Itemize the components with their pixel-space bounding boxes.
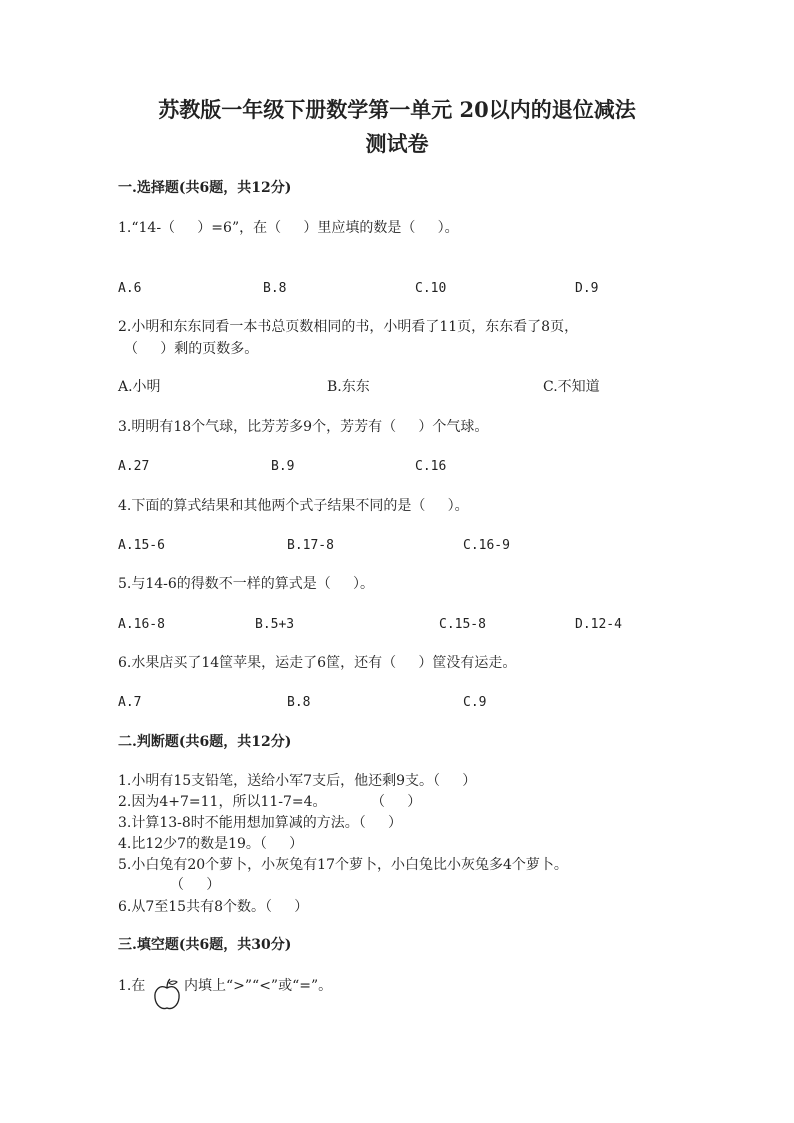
q5-option-a: A.16-8 bbox=[118, 617, 165, 632]
section2-heading: 二.判断题(共6题，共12分) bbox=[118, 734, 292, 750]
q2-stem-line2: （ ）剩的页数多。 bbox=[124, 341, 259, 357]
q5-stem: 5.与14-6的得数不一样的算式是（ ）。 bbox=[118, 576, 375, 592]
judge-item-3: 3.计算13-8时不能用想加算减的方法。（ ） bbox=[118, 815, 403, 831]
q5-option-d: D.12-4 bbox=[575, 617, 622, 632]
q5-option-b: B.5+3 bbox=[255, 617, 295, 632]
q1-stem: 1.“14-（ ）=6”，在（ ）里应填的数是（ ）。 bbox=[118, 220, 459, 236]
fill-q1-suffix: 内填上“>”“<”或“=”。 bbox=[184, 978, 333, 994]
q4-option-c: C.16-9 bbox=[463, 538, 510, 553]
apple-icon bbox=[152, 978, 182, 1012]
judge-item-5: 5.小白兔有20个萝卜，小灰兔有17个萝卜，小白兔比小灰兔多4个萝卜。 bbox=[118, 857, 568, 873]
q1-option-d: D.9 bbox=[575, 281, 599, 296]
q2-option-a: A.小明 bbox=[118, 379, 161, 395]
q4-option-b: B.17-8 bbox=[287, 538, 334, 553]
q4-option-a: A.15-6 bbox=[118, 538, 165, 553]
section1-heading: 一.选择题(共6题，共12分) bbox=[118, 180, 292, 196]
judge-item-2: 2.因为4+7=11，所以11-7=4。 （ ） bbox=[118, 794, 422, 810]
judge-item-6: 6.从7至15共有8个数。（ ） bbox=[118, 899, 309, 915]
q1-option-c: C.10 bbox=[415, 281, 447, 296]
q2-option-b: B.东东 bbox=[327, 379, 370, 395]
q6-option-c: C.9 bbox=[463, 695, 487, 710]
judge-item-4: 4.比12少7的数是19。（ ） bbox=[118, 836, 304, 852]
judge-item-1: 1.小明有15支铅笔，送给小军7支后，他还剩9支。（ ） bbox=[118, 773, 477, 789]
page-title-line1: 苏教版一年级下册数学第一单元 20以内的退位减法 bbox=[158, 97, 636, 122]
q3-option-c: C.16 bbox=[415, 459, 447, 474]
q5-option-c: C.15-8 bbox=[439, 617, 486, 632]
q6-option-b: B.8 bbox=[287, 695, 311, 710]
q1-option-b: B.8 bbox=[263, 281, 287, 296]
q3-stem: 3.明明有18个气球，比芳芳多9个，芳芳有（ ）个气球。 bbox=[118, 419, 489, 435]
fill-q1-prefix: 1.在 bbox=[118, 978, 146, 994]
q2-stem-line1: 2.小明和东东同看一本书总页数相同的书，小明看了11页，东东看了8页， bbox=[118, 319, 579, 335]
q4-stem: 4.下面的算式结果和其他两个式子结果不同的是（ ）。 bbox=[118, 498, 469, 514]
q6-stem: 6.水果店买了14筐苹果，运走了6筐，还有（ ）筐没有运走。 bbox=[118, 655, 517, 671]
judge-item-5-bracket: （ ） bbox=[170, 877, 221, 893]
section3-heading: 三.填空题(共6题，共30分) bbox=[118, 937, 292, 953]
q2-option-c: C.不知道 bbox=[543, 379, 600, 395]
q6-option-a: A.7 bbox=[118, 695, 142, 710]
page-title-line2: 测试卷 bbox=[365, 131, 429, 156]
q3-option-a: A.27 bbox=[118, 459, 150, 474]
q1-option-a: A.6 bbox=[118, 281, 142, 296]
q3-option-b: B.9 bbox=[271, 459, 295, 474]
